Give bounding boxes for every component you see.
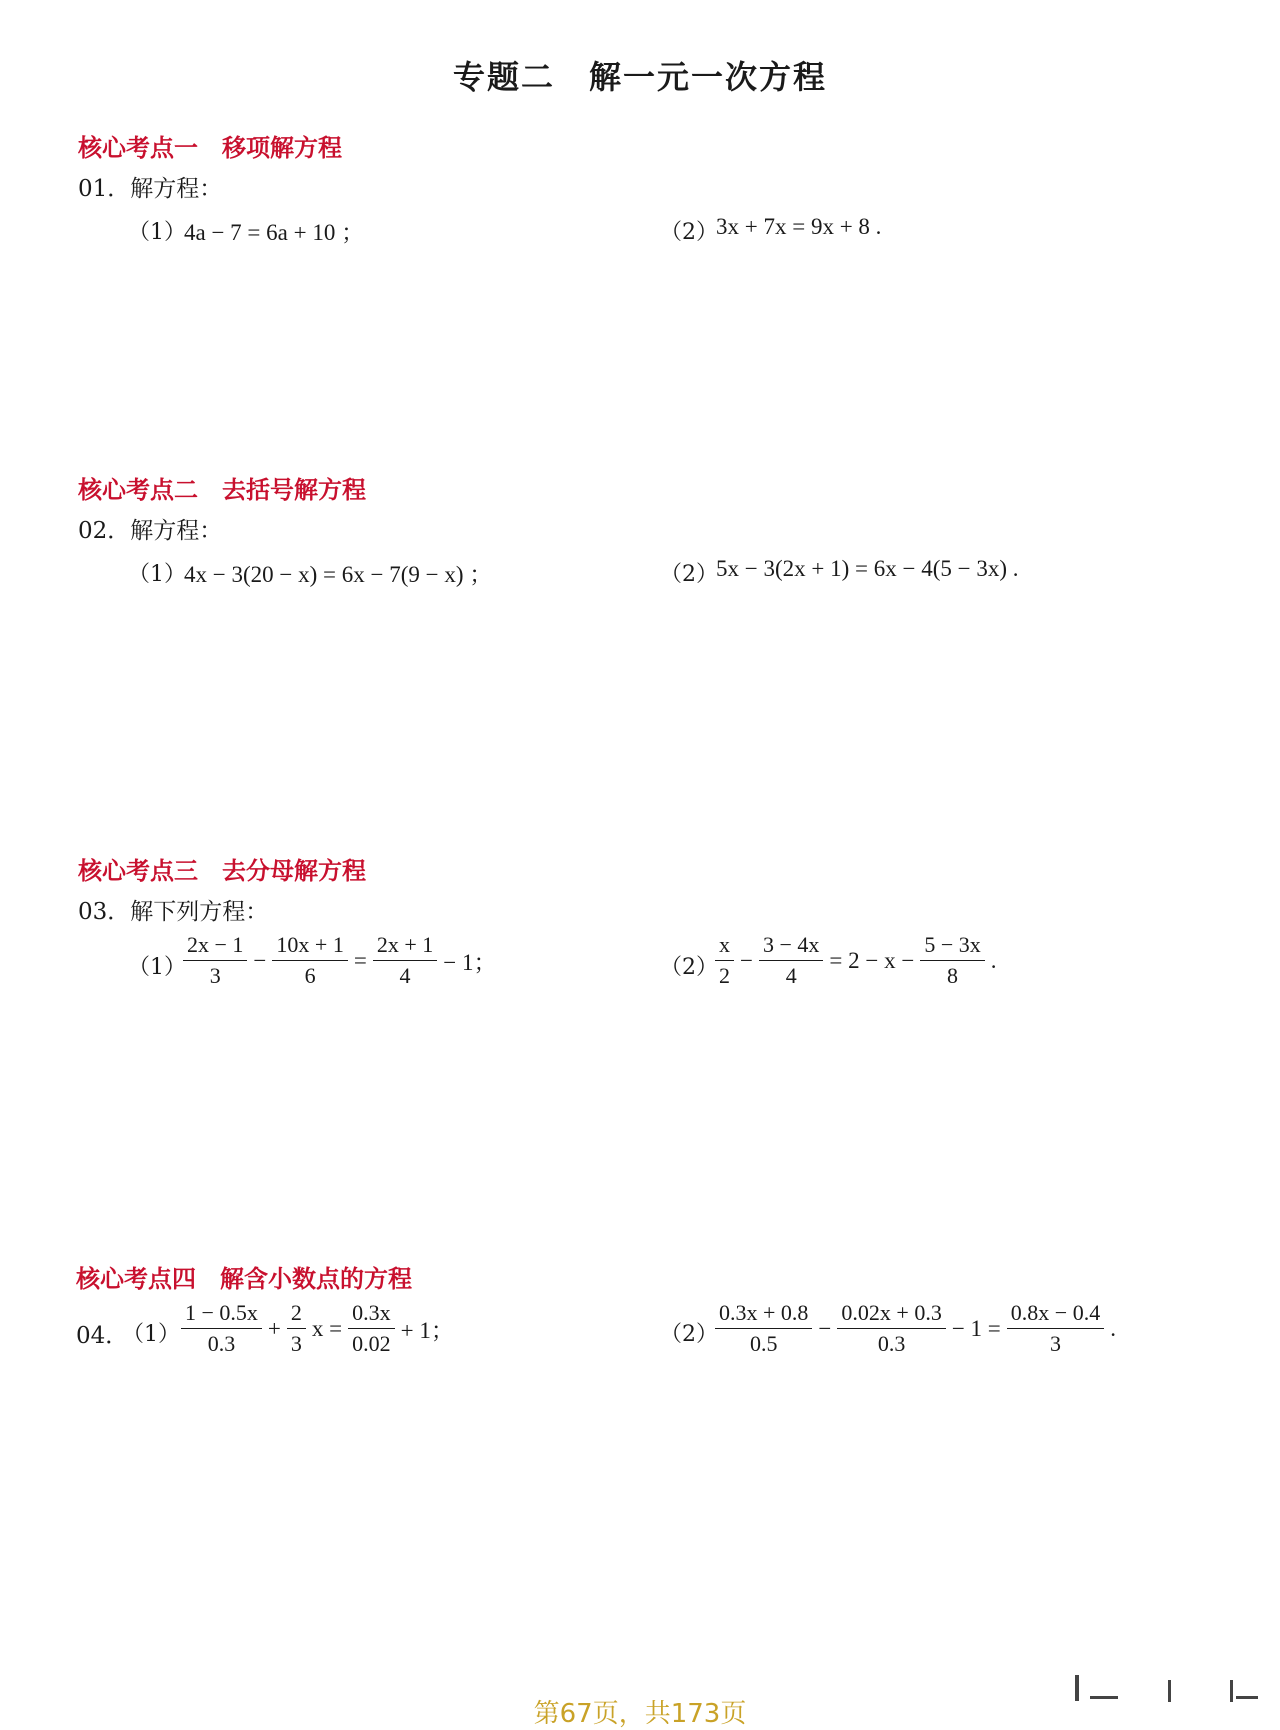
fraction: $\frac{1 - 0.5x}{0.3}$ [181, 1300, 262, 1357]
section-heading-4: 核心考点四 解含小数点的方程 [76, 1265, 412, 1293]
fraction: $\frac{0.3x}{0.02}$ [348, 1300, 395, 1357]
section-heading-2: 核心考点二 去括号解方程 [78, 476, 366, 504]
part-label: （1） [128, 220, 186, 245]
equation-3-1: $\frac{2x - 1}{3}$ − $\frac{10x + 1}{6}$ = $\frac{2x + 1}{4}$ − 1； [180, 932, 499, 989]
part-label: （1） [128, 955, 186, 980]
fraction: $\frac{0.3x + 0.8}{0.5}$ [715, 1300, 812, 1357]
part-label: （1） [122, 1322, 180, 1347]
part-label: （2） [660, 955, 718, 980]
page-number-footer: 第67页，共173页 [533, 1699, 747, 1729]
page-title: 专题二 解一元一次方程 [452, 58, 827, 96]
equation-3-2: $\frac{x}{2}$ − $\frac{3 - 4x}{4}$ = 2 − x − $\frac{5 - 3x}{8}$ . [712, 932, 1000, 989]
equation-4-1: $\frac{1 - 0.5x}{0.3}$ + $\frac{2}{3}$ x = $\frac{0.3x}{0.02}$ + 1； [178, 1300, 457, 1357]
fraction: $\frac{0.02x + 0.3}{0.3}$ [837, 1300, 945, 1357]
equation-1-1: 4a − 7 = 6a + 10 ； [184, 220, 365, 245]
fraction: $\frac{2x - 1}{3}$ [183, 932, 247, 989]
section-heading-1: 核心考点一 移项解方程 [78, 134, 342, 162]
question-01: 01．解方程： [78, 176, 223, 202]
question-04: 04． [76, 1323, 129, 1349]
part-label: （1） [128, 562, 186, 587]
equation-2-1: 4x − 3(20 − x) = 6x − 7(9 − x) ； [184, 562, 493, 587]
equation-4-2: $\frac{0.3x + 0.8}{0.5}$ − $\frac{0.02x + 0.3}{0.3}$ − 1 = $\frac{0.8x - 0.4}{3}$ . [712, 1300, 1119, 1357]
equation-1-2: 3x + 7x = 9x + 8 . [716, 214, 882, 239]
part-label: （2） [660, 562, 718, 587]
fraction: $\frac{2x + 1}{4}$ [373, 932, 437, 989]
part-label: （2） [660, 1322, 718, 1347]
fraction: $\frac{10x + 1}{6}$ [272, 932, 347, 989]
fraction: $\frac{0.8x - 0.4}{3}$ [1007, 1300, 1104, 1357]
fraction: $\frac{3 - 4x}{4}$ [759, 932, 823, 989]
question-02: 02．解方程： [78, 518, 223, 544]
fraction: $\frac{5 - 3x}{8}$ [920, 932, 984, 989]
equation-2-2: 5x − 3(2x + 1) = 6x − 4(5 − 3x) . [716, 556, 1019, 581]
fraction: $\frac{2}{3}$ [287, 1300, 306, 1357]
section-heading-3: 核心考点三 去分母解方程 [78, 857, 366, 885]
part-label: （2） [660, 220, 718, 245]
fraction: $\frac{x}{2}$ [715, 932, 734, 989]
question-03: 03．解下列方程： [78, 899, 269, 925]
